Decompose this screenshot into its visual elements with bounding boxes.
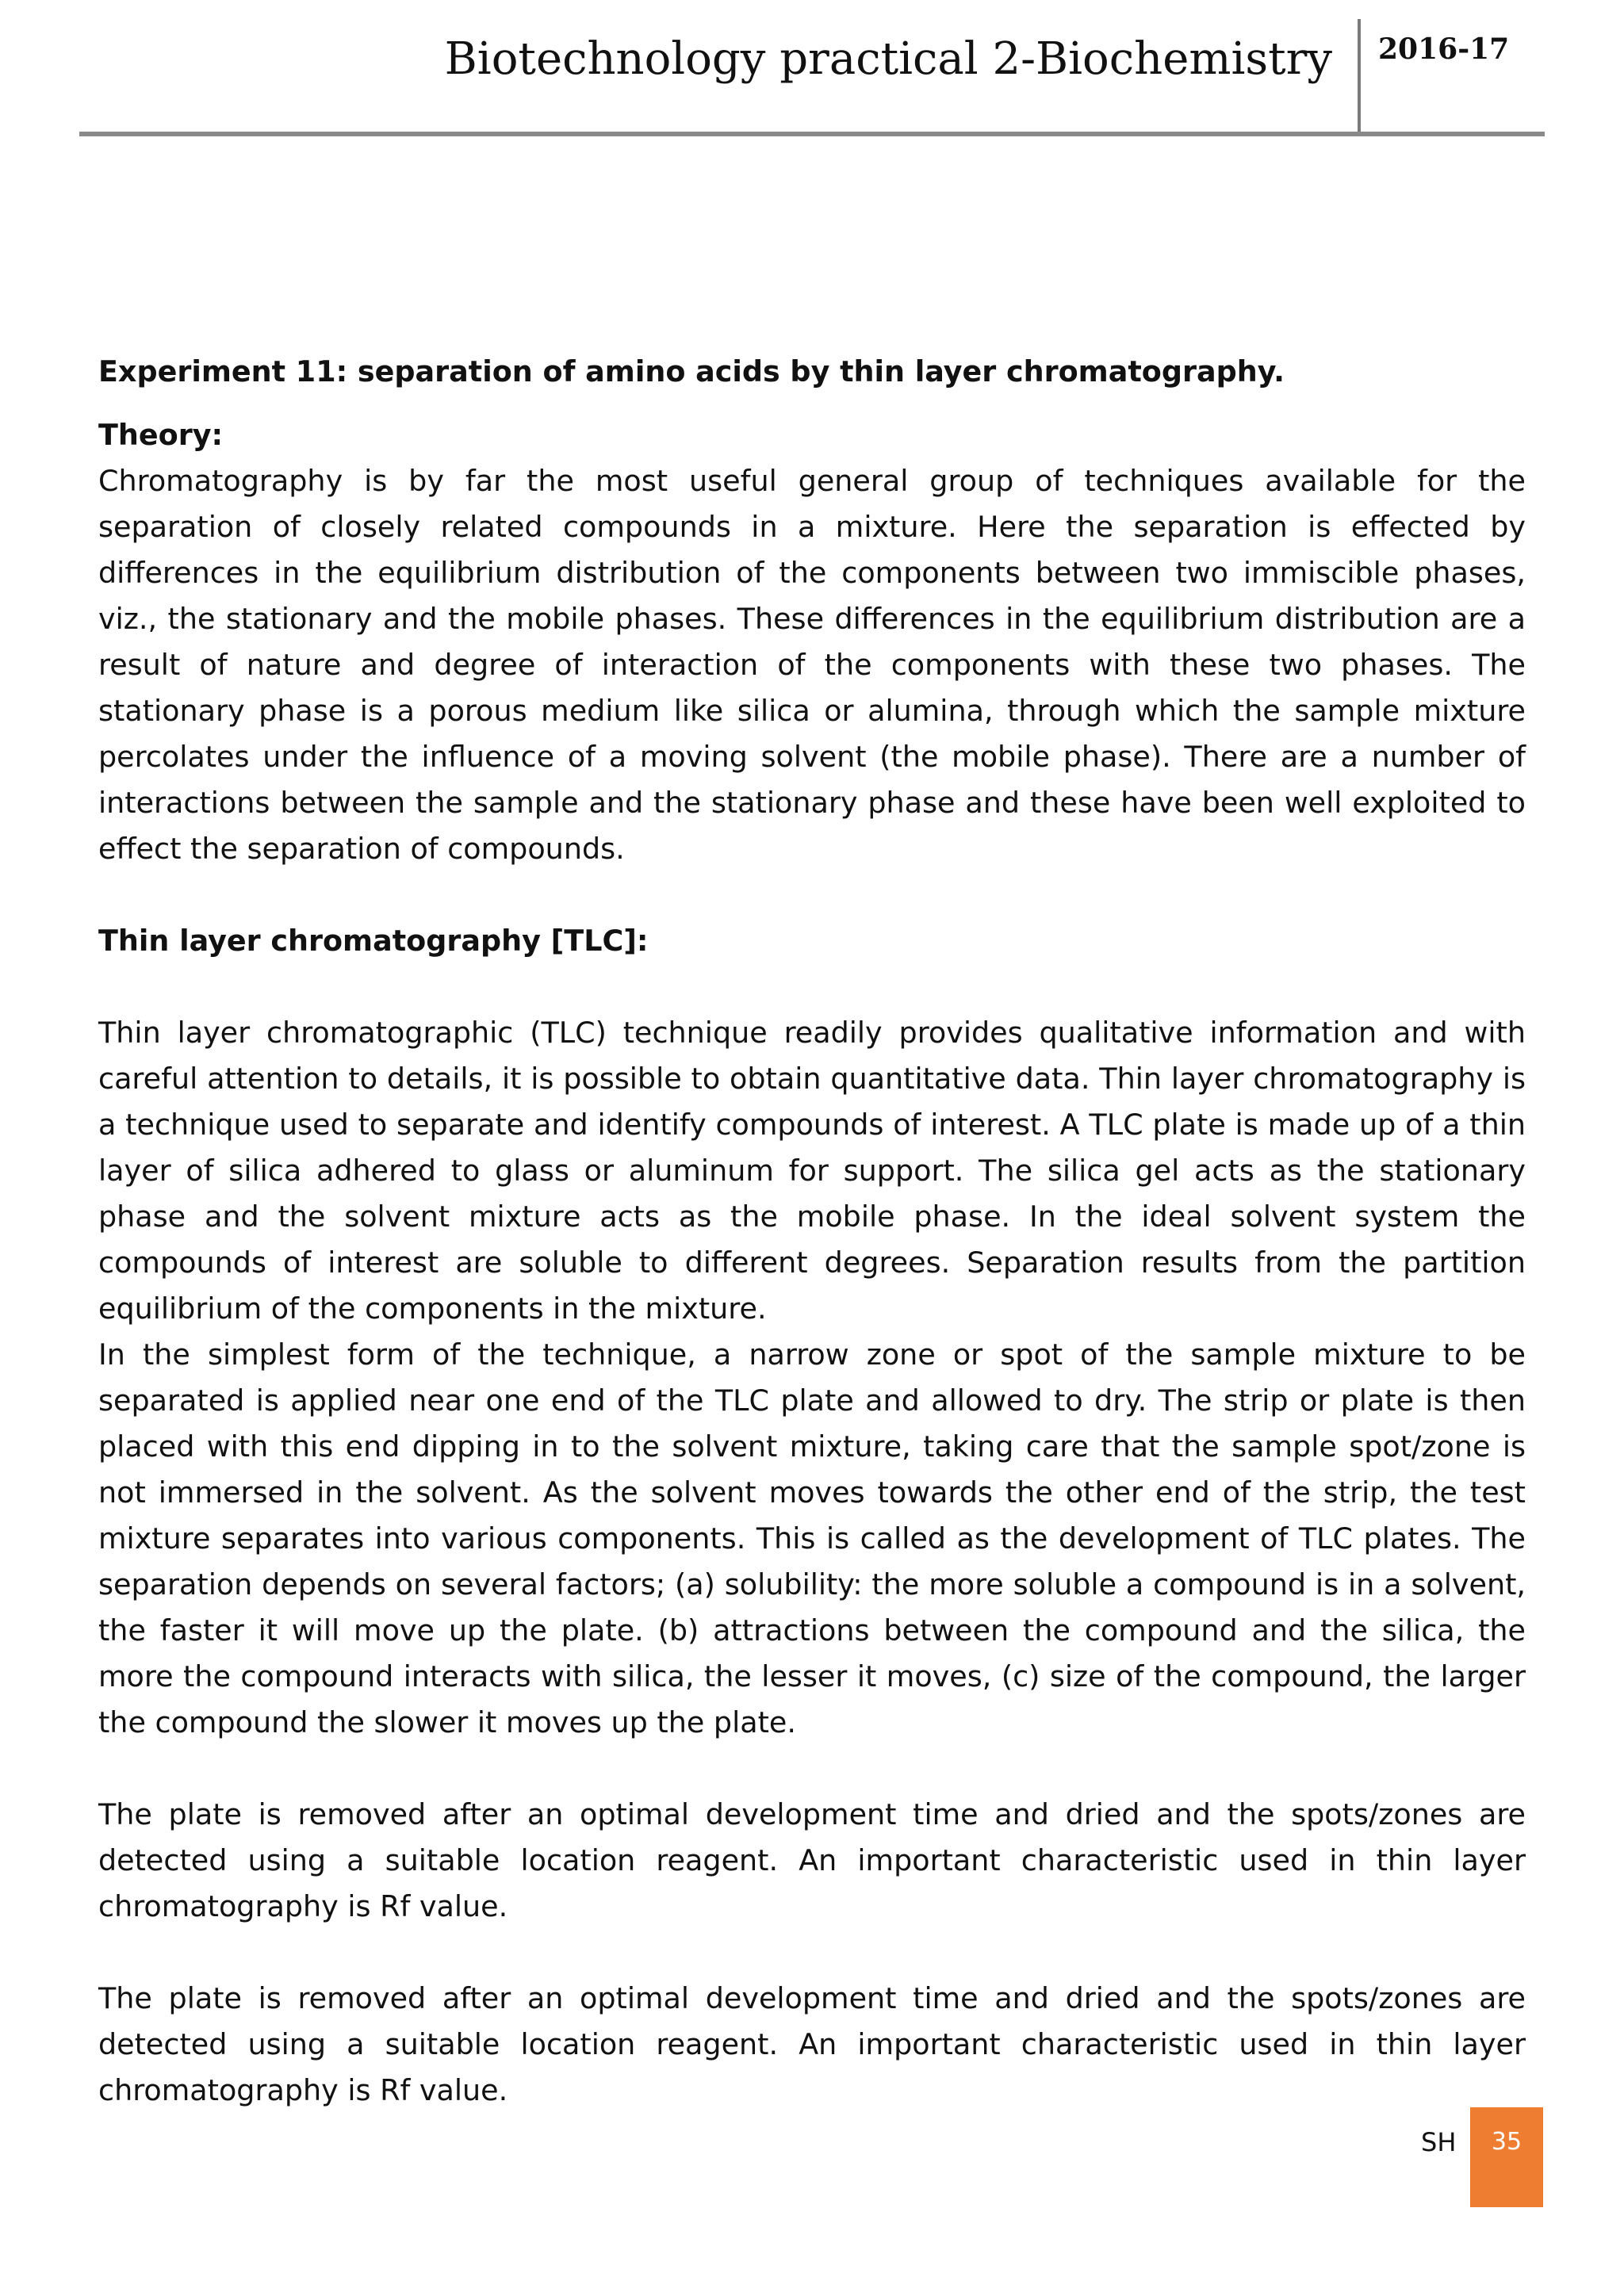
footer-initials: SH	[1421, 2127, 1457, 2157]
tlc-paragraph-1: Thin layer chromatographic (TLC) technique readily provides qualitative information and with careful attention to details, it is possible to obtain quantitative data. Thin layer chromatography is a technique used to separate and identify compounds of interest. A TLC plate is made up of a thin layer of silica adhered to glass or aluminum for support. The silica gel acts as the stationary phase and the solvent mixture acts as the mobile phase. In the ideal solvent system the compounds of interest are soluble to different degrees. Separation results from the partition equilibrium of the components in the mixture.	[98, 1016, 1526, 1326]
header-year: 2016-17	[1378, 33, 1510, 66]
theory-paragraph: Chromatography is by far the most useful general group of techniques available for the separation of closely related compounds in a mixture. Here the separation is effected by differences in the equilibrium distribution of the components between two immiscible phases, viz., the stationary and the mobile phases. These differences in the equilibrium distribution are a result of nature and degree of interaction of the components with these two phases. The stationary phase is a porous medium like silica or alumina, through which the sample mixture percolates under the influence of a moving solvent (the mobile phase). There are a number of interactions between the sample and the stationary phase and these have been well exploited to effect the separation of compounds.	[98, 464, 1526, 866]
theory-heading: Theory:	[98, 418, 224, 452]
page-number: 35	[1491, 2128, 1522, 2156]
tlc-paragraph-2: In the simplest form of the technique, a narrow zone or spot of the sample mixture to be separated is applied near one end of the TLC plate and allowed to dry. The strip or plate is then placed with this end dipping in to the solvent mixture, taking care that the sample spot/zone is not immersed in the solvent. As the solvent moves towards the other end of the strip, the test mixture separates into various components. This is called as the development of TLC plates. The separation depends on several factors; (a) solubility: the more soluble a compound is in a solvent, the faster it will move up the plate. (b) attractions between the compound and the silica, the more the compound interacts with silica, the lesser it moves, (c) size of the compound, the larger the compound the slower it moves up the plate.	[98, 1337, 1526, 1739]
page-body	[98, 349, 1526, 2114]
header-divider	[1358, 19, 1361, 136]
tlc-paragraph-4: The plate is removed after an optimal development time and dried and the spots/zones are detected using a suitable location reagent. An important characteristic used in thin layer chromatography is Rf value.	[98, 1981, 1526, 2107]
header-rule	[79, 132, 1545, 136]
experiment-title: Experiment 11: separation of amino acids by thin layer chromatography.	[98, 354, 1285, 388]
page-number-box	[1470, 2107, 1543, 2207]
tlc-heading: Thin layer chromatography [TLC]:	[98, 924, 649, 958]
tlc-paragraph-3: The plate is removed after an optimal development time and dried and the spots/zones are detected using a suitable location reagent. An important characteristic used in thin layer chromatography is Rf value.	[98, 1797, 1526, 1923]
header-title: Biotechnology practical 2-Biochemistry	[444, 33, 1332, 85]
page-header	[79, 0, 1545, 140]
